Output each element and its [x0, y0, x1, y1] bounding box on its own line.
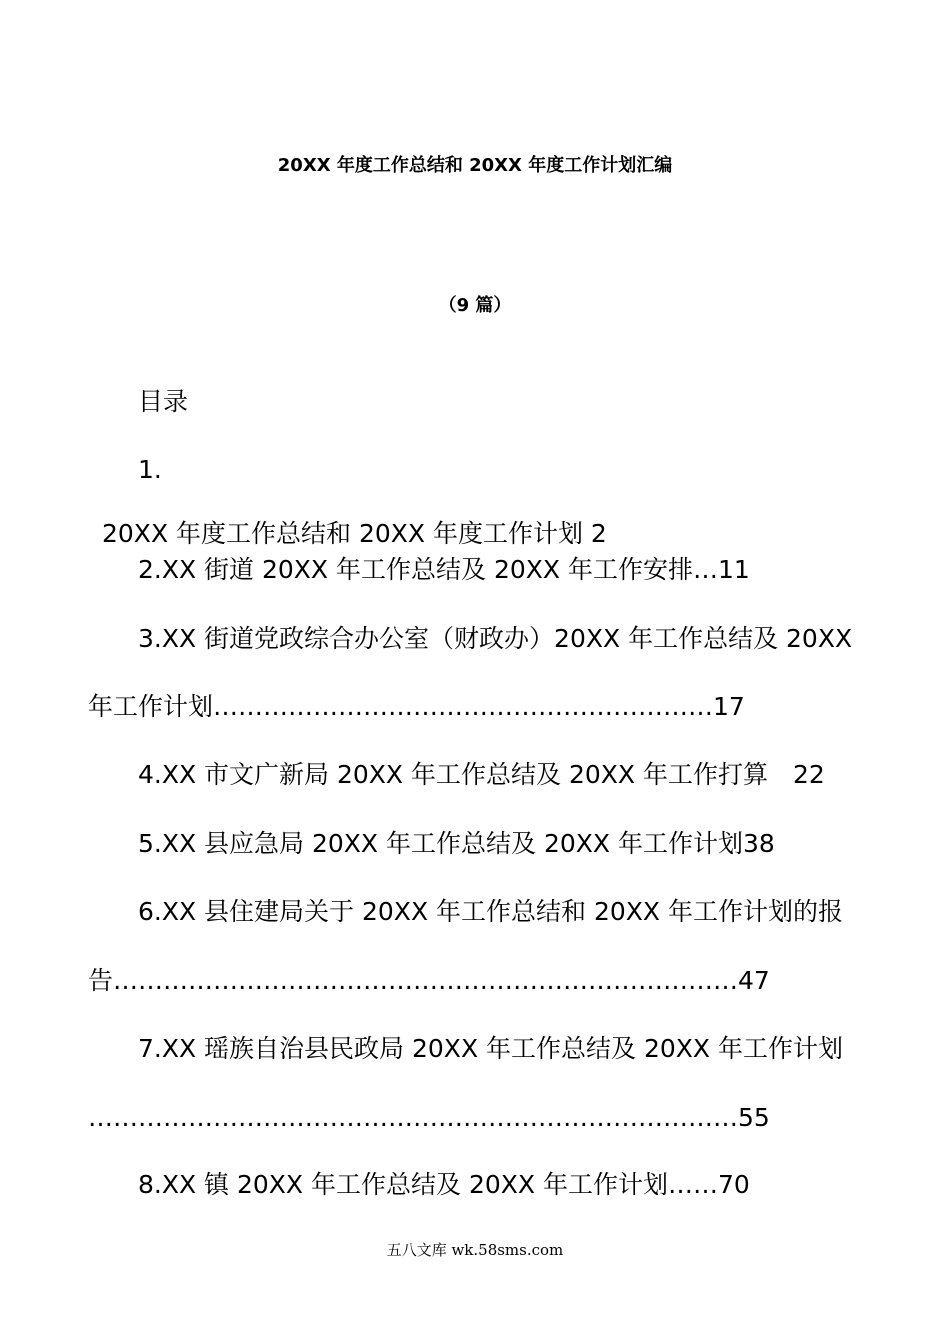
- toc-line: 7.XX 瑶族自治县民政局 20XX 年工作总结及 20XX 年工作计划: [138, 1034, 843, 1063]
- toc-line: 5.XX 县应急局 20XX 年工作总结及 20XX 年工作计划38: [138, 829, 775, 858]
- document-title: 20XX 年度工作总结和 20XX 年度工作计划汇编: [277, 155, 673, 176]
- toc-line: 3.XX 街道党政综合办公室（财政办）20XX 年工作总结及 20XX: [138, 624, 853, 653]
- toc-line: 告…………………………………………………………………47: [88, 966, 770, 995]
- toc-line: 8.XX 镇 20XX 年工作总结及 20XX 年工作计划……70: [138, 1170, 750, 1199]
- toc-line: 4.XX 市文广新局 20XX 年工作总结及 20XX 年工作打算 22: [138, 760, 825, 789]
- toc-line: 20XX 年度工作总结和 20XX 年度工作计划 2: [102, 519, 607, 548]
- document-subtitle: （9 篇）: [438, 295, 512, 316]
- toc-line: 6.XX 县住建局关于 20XX 年工作总结和 20XX 年工作计划的报: [138, 897, 843, 926]
- toc-line: 2.XX 街道 20XX 年工作总结及 20XX 年工作安排…11: [138, 555, 750, 584]
- toc-line: 年工作计划……………………………………………………17: [88, 692, 745, 721]
- footer-watermark: 五八文库 wk.58sms.com: [386, 1241, 564, 1259]
- toc-line: 1.: [138, 455, 162, 484]
- toc-line: ……………………………………………………………………55: [88, 1103, 770, 1132]
- toc-heading: 目录: [138, 387, 189, 416]
